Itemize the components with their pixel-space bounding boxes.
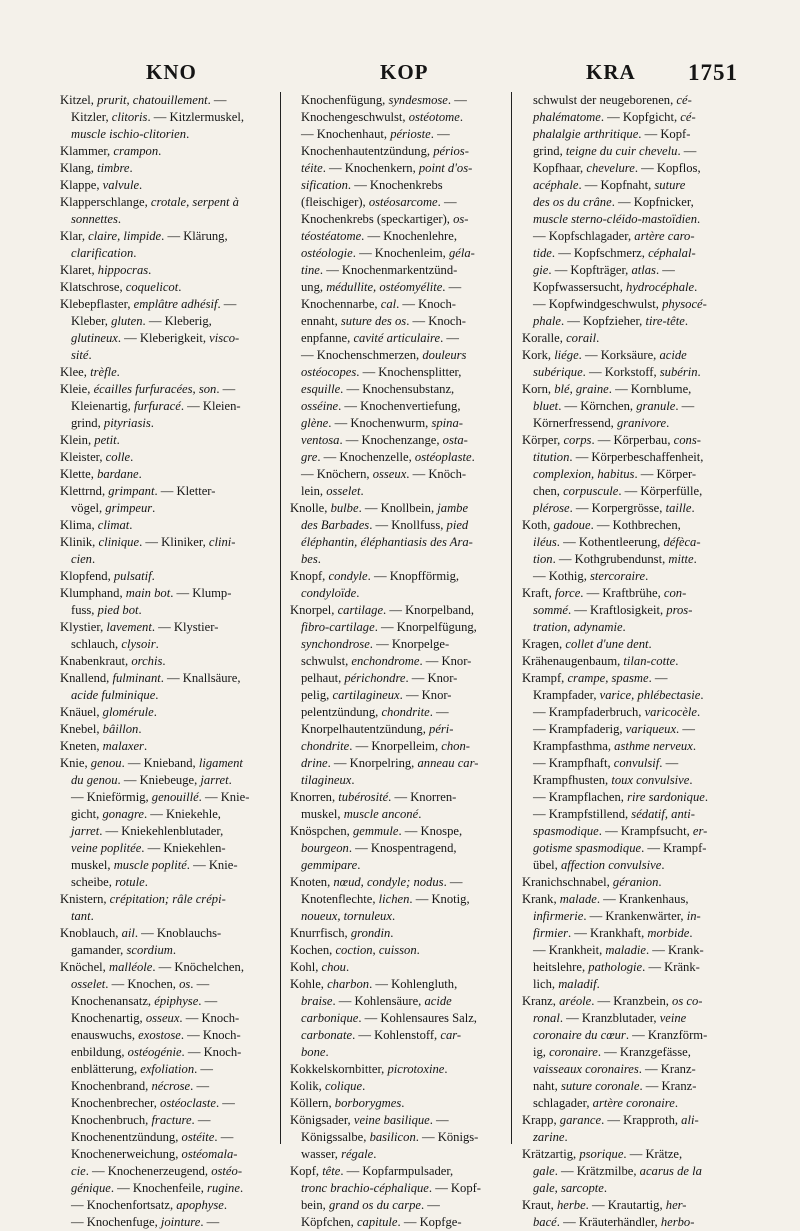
entry-line: (fleischiger), ostéosarcome. — <box>301 195 457 209</box>
entry-line: esquille. — Knochensubstanz, <box>301 382 455 396</box>
entry-line: gicht, gonagre. — Kniekehle, <box>71 807 221 821</box>
entry-line: bluet. — Körnchen, granule. — <box>533 399 695 413</box>
entry-line: ventosa. — Knochenzange, osta- <box>301 433 468 447</box>
entry-line: vögel, grimpeur. <box>71 501 156 515</box>
entry-line: Königssalbe, basilicon. — Königs- <box>301 1130 479 1144</box>
entry-line: fibro-cartilage. — Knorpelfügung, <box>301 620 477 634</box>
entry-line: condyloïde. <box>301 586 360 600</box>
entry-line: — Krampfaderig, variqueux. — <box>533 722 695 736</box>
entry-line: Kneten, malaxer. <box>60 739 148 753</box>
entry-line: Klappe, valvule. <box>60 178 143 192</box>
entry-line: übel, affection convulsive. <box>533 858 665 872</box>
entry-line: Kitzler, clitoris. — Kitzlermuskel, <box>71 110 244 124</box>
entry-line: Knochenentzündung, ostéite. — <box>71 1130 234 1144</box>
entry-line: Koralle, corail. <box>522 331 600 345</box>
entry-line: clarification. <box>71 246 137 260</box>
entry-line: phalalgie arthritique. — Kopf- <box>533 127 691 141</box>
entry-line: osséine. — Knochenvertiefung, <box>301 399 461 413</box>
entry-line: Klumphand, main bot. — Klump- <box>60 586 232 600</box>
entry-line: titution. — Körperbeschaffenheit, <box>533 450 704 464</box>
entry-line: téite. — Knochenkern, point d'os- <box>301 161 473 175</box>
entry-line: sommé. — Kraftlosigkeit, pros- <box>533 603 693 617</box>
entry-line: chen, corpuscule. — Körperfülle, <box>533 484 703 498</box>
entry-line: grind, pityriasis. <box>71 416 154 430</box>
entry-line: Knolle, bulbe. — Knollbein, jambe <box>290 501 469 515</box>
entry-line: Klinik, clinique. — Kliniker, clini- <box>60 535 236 549</box>
entry-line: Klaret, hippocras. <box>60 263 152 277</box>
entry-line: Knabenkraut, orchis. <box>60 654 166 668</box>
entry-line: Krampfader, varice, phlébectasie. <box>533 688 704 702</box>
entry-line: Klettrnd, grimpant. — Kletter- <box>60 484 216 498</box>
entry-line: du genou. — Kniebeuge, jarret. <box>71 773 232 787</box>
entry-line: Kraut, herbe. — Krautartig, her- <box>522 1198 687 1212</box>
entry-line: complexion, habitus. — Körper- <box>533 467 697 481</box>
entry-line: noueux, tornuleux. <box>301 909 396 923</box>
entry-line: Kopfhaar, chevelure. — Kopflos, <box>533 161 701 175</box>
entry-line: génique. — Knochenfeile, rugine. <box>71 1181 244 1195</box>
entry-line: pelentzündung, chondrite. — <box>301 705 449 719</box>
entry-line: infirmerie. — Krankenwärter, in- <box>533 909 701 923</box>
entry-line: Korn, blé, graine. — Kornblume, <box>522 382 692 396</box>
entry-line: ung, médullite, ostéomyélite. — <box>301 280 462 294</box>
entry-line: — Knöchern, osseux. — Knöch- <box>301 467 467 481</box>
entry-line: glène. — Knochenwurm, spina- <box>301 416 463 430</box>
entry-line: Knochenfügung, syndesmose. — <box>301 93 467 107</box>
entry-line: spasmodique. — Krampfsucht, er- <box>533 824 708 838</box>
entry-line: gale. — Krätzmilbe, acarus de la <box>533 1164 702 1178</box>
entry-line: Klima, climat. <box>60 518 133 532</box>
entry-line: Krank, malade. — Krankenhaus, <box>522 892 689 906</box>
entry-line: vaisseaux coronaires. — Kranz- <box>533 1062 696 1076</box>
entry-line: Körnerfressend, granivore. <box>533 416 670 430</box>
entry-line: Knorpel, cartilage. — Knorpelband, <box>290 603 474 617</box>
entry-line: Kork, liége. — Korksäure, acide <box>522 348 687 362</box>
entry-line: sité. <box>71 348 92 362</box>
entry-line: glutineux. — Kleberigkeit, visco- <box>71 331 240 345</box>
entry-line: Knoblauch, ail. — Knoblauchs- <box>60 926 222 940</box>
entry-line: Klystier, lavement. — Klystier- <box>60 620 219 634</box>
entry-line: Kranz, aréole. — Kranzbein, os co- <box>522 994 703 1008</box>
entry-line: Königsader, veine basilique. — <box>290 1113 449 1127</box>
entry-line: sification. — Knochenkrebs <box>301 178 443 192</box>
entry-line: des os du crâne. — Kopfnicker, <box>533 195 694 209</box>
entry-line: acéphale. — Kopfnaht, suture <box>533 178 686 192</box>
entry-line: enblätterung, exfoliation. — <box>71 1062 214 1076</box>
entry-line: Klebepflaster, emplâtre adhésif. — <box>60 297 237 311</box>
entry-line: Kokkelskornbitter, picrotoxine. <box>290 1062 448 1076</box>
dictionary-column-middle <box>290 92 502 1229</box>
entry-line: ennaht, suture des os. — Knoch- <box>301 314 466 328</box>
entry-line: Knochennarbe, cal. — Knoch- <box>301 297 456 311</box>
entry-line: cie. — Knochenerzeugend, ostéo- <box>71 1164 243 1178</box>
entry-line: — Krampfhaft, convulsif. — <box>533 756 679 770</box>
entry-line: ostéologie. — Knochenleim, géla- <box>301 246 475 260</box>
column-divider-right <box>511 92 512 1144</box>
entry-line: chondrite. — Knorpelleim, chon- <box>301 739 470 753</box>
entry-line: veine poplitée. — Kniekehlen- <box>71 841 226 855</box>
entry-line: — Knochenhaut, périoste. — <box>301 127 450 141</box>
entry-line: enbildung, ostéogénie. — Knoch- <box>71 1045 242 1059</box>
entry-line: Knistern, crépitation; râle crépi- <box>60 892 226 906</box>
entry-line: subérique. — Korkstoff, subérin. <box>533 365 701 379</box>
entry-line: carbonique. — Kohlensaures Salz, <box>301 1011 477 1025</box>
entry-line: schwulst der neugeborenen, cé- <box>533 93 692 107</box>
entry-line: iléus. — Kothentleerung, défèca- <box>533 535 701 549</box>
entry-line: naht, suture coronale. — Kranz- <box>533 1079 697 1093</box>
entry-line: Krapp, garance. — Krapproth, ali- <box>522 1113 699 1127</box>
entry-line: Knotenflechte, lichen. — Knotig, <box>301 892 470 906</box>
entry-line: plérose. — Korpergrösse, taille. <box>533 501 695 515</box>
entry-line: Körper, corps. — Körperbau, cons- <box>522 433 701 447</box>
entry-line: grind, teigne du cuir chevelu. — <box>533 144 697 158</box>
entry-line: gamander, scordium. <box>71 943 177 957</box>
entry-line: Köpfchen, capitule. — Kopfge- <box>301 1215 462 1229</box>
entry-line: wasser, régale. <box>301 1147 377 1161</box>
entry-line: Klein, petit. <box>60 433 120 447</box>
entry-line: enauswuchs, exostose. — Knoch- <box>71 1028 241 1042</box>
entry-line: lein, osselet. <box>301 484 364 498</box>
entry-line: pelhaut, périchondre. — Knor- <box>301 671 458 685</box>
entry-line: tion. — Kothgrubendunst, mitte. <box>533 552 697 566</box>
entry-line: Kopf, tête. — Kopfarmpulsader, <box>290 1164 454 1178</box>
entry-line: tine. — Knochenmarkentzünd- <box>301 263 458 277</box>
entry-line: cien. <box>71 552 96 566</box>
entry-line: coronaire du cœur. — Kranzförm- <box>533 1028 708 1042</box>
entry-line: Kitzel, prurit, chatouillement. — <box>60 93 227 107</box>
entry-line: gie. — Kopfträger, atlas. — <box>533 263 675 277</box>
entry-line: Knochenkrebs (speckartiger), os- <box>301 212 469 226</box>
entry-line: fuss, pied bot. <box>71 603 142 617</box>
entry-line: — Krampfstillend, sédatif, anti- <box>533 807 695 821</box>
entry-line: Knochenhautentzündung, périos- <box>301 144 469 158</box>
entry-line: — Krankheit, maladie. — Krank- <box>533 943 704 957</box>
entry-line: tilagineux. <box>301 773 355 787</box>
entry-line: Knochenartig, osseux. — Knoch- <box>71 1011 240 1025</box>
entry-line: schlauch, clysoir. <box>71 637 159 651</box>
entry-line: Klee, trèfle. <box>60 365 120 379</box>
header-left-guide-word: KNO <box>146 60 197 84</box>
entry-line: tronc brachio-céphalique. — Kopf- <box>301 1181 482 1195</box>
entry-line: jarret. — Kniekehlenblutader, <box>71 824 224 838</box>
entry-line: Koth, gadoue. — Kothbrechen, <box>522 518 681 532</box>
entry-line: — Krampflachen, rire sardonique. <box>533 790 709 804</box>
entry-line: gemmipare. <box>301 858 361 872</box>
entry-line: Knallend, fulminant. — Knallsäure, <box>60 671 241 685</box>
entry-line: Knebel, bâillon. <box>60 722 142 736</box>
page-number: 1751 <box>688 60 738 85</box>
entry-line: phalématome. — Kopfgicht, cé- <box>533 110 696 124</box>
entry-line: Kleber, gluten. — Kleberig, <box>71 314 212 328</box>
entry-line: Klapperschlange, crotale, serpent à <box>60 195 239 209</box>
running-header <box>0 60 800 90</box>
entry-line: bes. <box>301 552 321 566</box>
entry-line: tant. <box>71 909 94 923</box>
entry-line: tration, adynamie. <box>533 620 626 634</box>
entry-line: — Kopfschlagader, artère caro- <box>533 229 695 243</box>
entry-line: Kolik, colique. <box>290 1079 366 1093</box>
entry-line: Knurrfisch, grondin. <box>290 926 394 940</box>
entry-line: Kleister, colle. <box>60 450 134 464</box>
column-divider-left <box>280 92 281 1144</box>
entry-line: bourgeon. — Knospentragend, <box>301 841 457 855</box>
entry-line: Kochen, coction, cuisson. <box>290 943 420 957</box>
entry-line: gotisme spasmodique. — Krampf- <box>533 841 707 855</box>
header-center-guide-word: KOP <box>380 60 429 84</box>
entry-line: Kraft, force. — Kraftbrühe, con- <box>522 586 687 600</box>
entry-line: heitslehre, pathologie. — Kränk- <box>533 960 700 974</box>
entry-line: Knopf, condyle. — Knopfförmig, <box>290 569 460 583</box>
entry-line: Knochenbrecher, ostéoclaste. — <box>71 1096 235 1110</box>
entry-line: synchondrose. — Knorpelge- <box>301 637 450 651</box>
entry-line: lich, maladif. <box>533 977 600 991</box>
entry-line: Knöspchen, gemmule. — Knospe, <box>290 824 463 838</box>
entry-line: drine. — Knorpelring, anneau car- <box>301 756 479 770</box>
entry-line: — Knochenfortsatz, apophyse. <box>71 1198 227 1212</box>
entry-line: braise. — Kohlensäure, acide <box>301 994 452 1008</box>
entry-line: Kohle, charbon. — Kohlengluth, <box>290 977 458 991</box>
entry-line: Krampfhusten, toux convulsive. <box>533 773 693 787</box>
entry-line: Kopfwassersucht, hydrocéphale. <box>533 280 698 294</box>
entry-line: Klette, bardane. <box>60 467 142 481</box>
entry-line: Klammer, crampon. <box>60 144 162 158</box>
entry-line: Knorpelhautentzündung, péri- <box>301 722 454 736</box>
entry-line: muskel, muscle anconé. <box>301 807 422 821</box>
entry-line: muskel, muscle poplité. — Knie- <box>71 858 238 872</box>
entry-line: schwulst, enchondrome. — Knor- <box>301 654 472 668</box>
entry-line: Kohl, chou. <box>290 960 350 974</box>
entry-line: Krampfasthma, asthme nerveux. <box>533 739 696 753</box>
entry-line: ronal. — Kranzblutader, veine <box>533 1011 687 1025</box>
entry-line: des Barbades. — Knollfuss, pied <box>301 518 469 532</box>
entry-line: enpfanne, cavité articulaire. — <box>301 331 459 345</box>
entry-line: éléphantin, éléphantiasis des Ara- <box>301 535 473 549</box>
entry-line: Knöchel, malléole. — Knöchelchen, <box>60 960 244 974</box>
entry-line: scheibe, rotule. <box>71 875 148 889</box>
dictionary-column-left <box>60 92 272 1229</box>
entry-line: Köllern, borborygmes. <box>290 1096 405 1110</box>
entry-line: Kleie, écailles furfuracées, son. — <box>60 382 236 396</box>
entry-line: — Knochenfuge, jointure. — <box>71 1215 220 1229</box>
header-right-guide-word: KRA <box>586 60 636 84</box>
entry-line: ig, coronaire. — Kranzgefässe, <box>533 1045 691 1059</box>
entry-line: bone. <box>301 1045 329 1059</box>
entry-line: phale. — Kopfzieher, tire-tête. <box>533 314 689 328</box>
entry-line: osselet. — Knochen, os. — <box>71 977 210 991</box>
entry-line: Krampf, crampe, spasme. — <box>522 671 668 685</box>
dictionary-column-right <box>522 92 740 1229</box>
entry-line: Knochenerweichung, ostéomala- <box>71 1147 238 1161</box>
entry-line: schlagader, artère coronaire. <box>533 1096 678 1110</box>
entry-line: Klatschrose, coquelicot. <box>60 280 182 294</box>
entry-line: Klang, timbre. <box>60 161 133 175</box>
entry-line: — Krampfaderbruch, varicocèle. <box>533 705 701 719</box>
entry-line: Knie, genou. — Knieband, ligament <box>60 756 243 770</box>
entry-line: zarine. <box>533 1130 568 1144</box>
entry-line: Knochenansatz, épiphyse. — <box>71 994 218 1008</box>
entry-line: — Knochenschmerzen, douleurs <box>301 348 467 362</box>
entry-line: acide fulminique. <box>71 688 159 702</box>
entry-line: gale, sarcopte. <box>533 1181 608 1195</box>
entry-line: Knochenbruch, fracture. — <box>71 1113 211 1127</box>
entry-line: Kranichschnabel, géranion. <box>522 875 662 889</box>
entry-line: Klar, claire, limpide. — Klärung, <box>60 229 228 243</box>
entry-line: gre. — Knochenzelle, ostéoplaste. <box>301 450 475 464</box>
entry-line: pelig, cartilagineux. — Knor- <box>301 688 452 702</box>
entry-line: — Knieförmig, genouillé. — Knie- <box>71 790 250 804</box>
entry-line: téostéatome. — Knochenlehre, <box>301 229 457 243</box>
entry-line: Krähenaugenbaum, tilan-cotte. <box>522 654 679 668</box>
entry-line: firmier. — Krankhaft, morbide. <box>533 926 693 940</box>
entry-line: Kleienartig, furfuracé. — Kleien- <box>71 399 241 413</box>
entry-line: bein, grand os du carpe. — <box>301 1198 440 1212</box>
entry-line: Knochenbrand, nécrose. — <box>71 1079 210 1093</box>
entry-line: bacé. — Kräuterhändler, herbo- <box>533 1215 695 1229</box>
entry-line: Klopfend, pulsatif. <box>60 569 155 583</box>
entry-line: Knorren, tubérosité. — Knorren- <box>290 790 457 804</box>
entry-line: Kragen, collet d'une dent. <box>522 637 652 651</box>
entry-line: sonnettes. <box>71 212 122 226</box>
entry-line: muscle sterno-cléido-mastoïdien. <box>533 212 701 226</box>
entry-line: Knoten, nœud, condyle; nodus. — <box>290 875 463 889</box>
entry-line: Knochengeschwulst, ostéotome. <box>301 110 463 124</box>
entry-line: tide. — Kopfschmerz, céphalal- <box>533 246 696 260</box>
entry-line: — Kopfwindgeschwulst, physocé- <box>533 297 707 311</box>
entry-line: — Kothig, stercoraire. <box>533 569 649 583</box>
entry-line: muscle ischio-clitorien. <box>71 127 190 141</box>
entry-line: Knäuel, glomérule. <box>60 705 157 719</box>
entry-line: carbonate. — Kohlenstoff, car- <box>301 1028 462 1042</box>
entry-line: Krätzartig, psorique. — Krätze, <box>522 1147 683 1161</box>
entry-line: ostéocopes. — Knochensplitter, <box>301 365 462 379</box>
